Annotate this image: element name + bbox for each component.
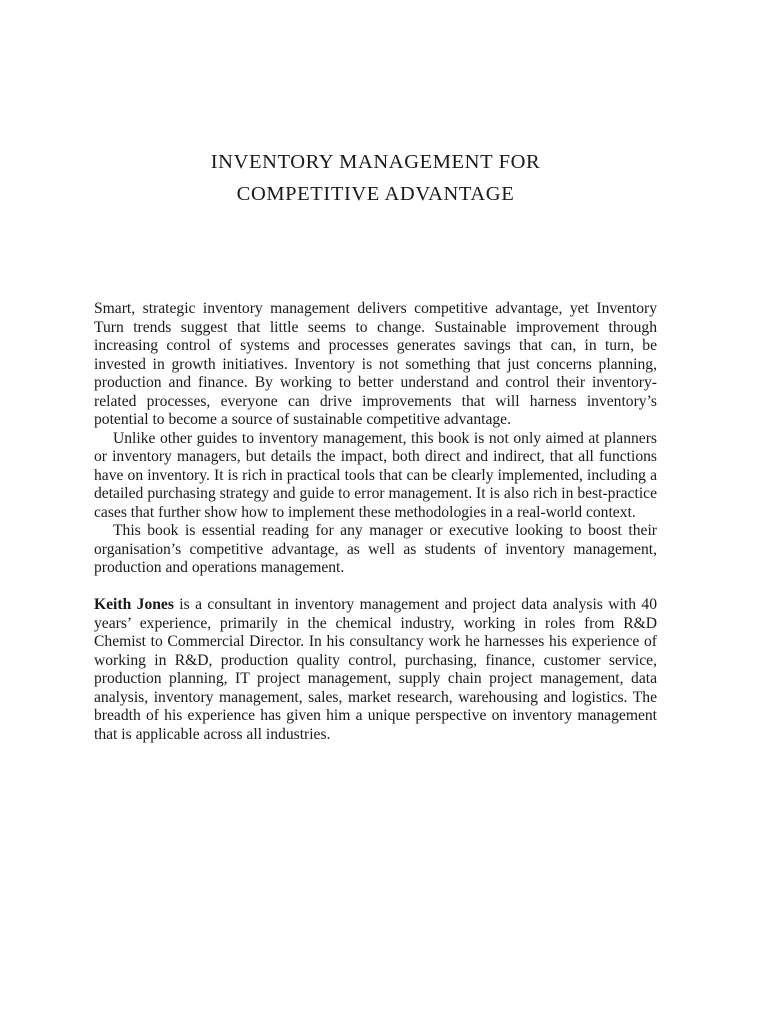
book-title-line-1: INVENTORY MANAGEMENT FOR [210,151,541,173]
author-bio-text: is a consultant in inventory management and project data analysis with 40 years’ experience, primarily in the chemical industry, working in roles from R&D Chemist to Commercial Director. In his consultancy work he harnesses his experience of working in R&D, production quality control, purchasing, finance, customer service, production planning, IT project management, supply chain project management, data analysis, inventory management, sales, market research, warehousing and logistics. The breadth of his experience has given him a unique perspective on inventory management that is applicable across all industries. [94,596,657,743]
author-name: Keith Jones [94,596,174,613]
description-paragraph-2: Unlike other guides to inventory management, this book is not only aimed at planners or inventory managers, but details the impact, both direct and indirect, that all functions have on inventory. It is rich in practical tools that can be clearly implemented, including a detailed purchasing strategy and guide to error management. It is also rich in best-practice cases that further show how to implement these methodologies in a real-world context. [94,429,657,521]
description-paragraph-3: This book is essential reading for any manager or executive looking to boost their organisation’s competitive advantage, as well as students of inventory management, production and operations management. [94,522,657,576]
book-title [94,146,657,210]
book-title-line-2: COMPETITIVE ADVANTAGE [236,183,515,205]
author-bio-paragraph [94,596,657,744]
description-paragraph-1: Smart, strategic inventory management delivers competitive advantage, yet Inventory Turn trends suggest that little seems to change. Sustainable improvement through increasing control of systems and processes generates savings that can, in turn, be invested in growth initiatives. Inventory is not something that just concerns planning, production and finance. By working to better understand and control their inventory-related processes, everyone can drive improvements that will harness inventory’s potential to become a source of sustainable competitive advantage. [94,300,657,428]
blurb-text [94,300,657,744]
